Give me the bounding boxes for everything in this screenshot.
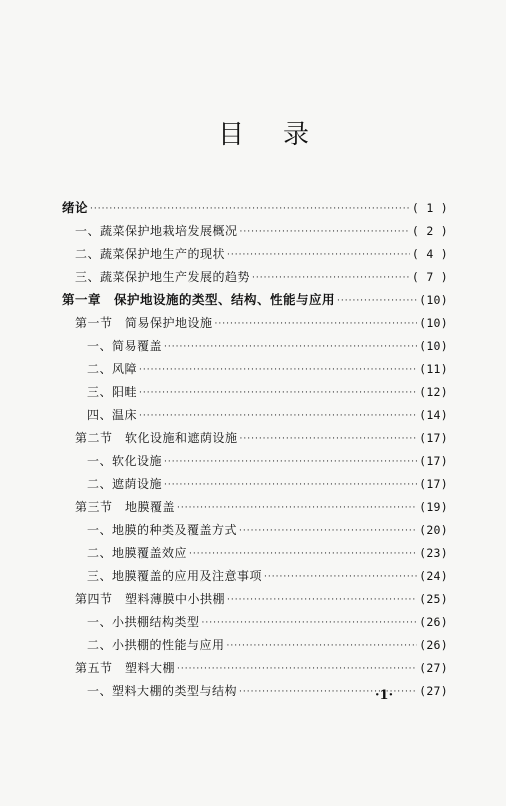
toc-entry[interactable] bbox=[87, 402, 448, 422]
toc-entry-page: (20) bbox=[419, 523, 448, 537]
toc-entry-section[interactable] bbox=[75, 494, 448, 514]
toc-entry-label: 第一节 简易保护地设施 bbox=[75, 316, 213, 330]
leader-dots bbox=[264, 571, 417, 583]
leader-dots bbox=[90, 203, 410, 215]
page-title bbox=[0, 120, 506, 150]
toc-entry-page: (26) bbox=[419, 638, 448, 652]
title-char-2: 录 bbox=[283, 120, 310, 150]
toc-entry-page: ( 7 ) bbox=[411, 270, 448, 284]
toc-entry-label: 二、遮荫设施 bbox=[87, 477, 163, 491]
title-char-1: 目 bbox=[218, 120, 245, 150]
toc-entry-label: 一、地膜的种类及覆盖方式 bbox=[87, 523, 238, 537]
toc-entry-label: 第四节 塑料薄膜中小拱棚 bbox=[75, 592, 226, 606]
toc-entry-label: 一、小拱棚结构类型 bbox=[87, 615, 200, 629]
toc-entry-label: 第三节 地膜覆盖 bbox=[75, 500, 176, 514]
toc-entry[interactable] bbox=[87, 333, 448, 353]
toc-entry-page: (14) bbox=[419, 408, 448, 422]
leader-dots bbox=[164, 341, 417, 353]
leader-dots bbox=[164, 456, 417, 468]
leader-dots bbox=[139, 387, 417, 399]
toc-entry-section[interactable] bbox=[75, 425, 448, 445]
toc-entry-label: 第二节 软化设施和遮荫设施 bbox=[75, 431, 238, 445]
toc-entry-label: 一、简易覆盖 bbox=[87, 339, 163, 353]
leader-dots bbox=[240, 226, 410, 238]
toc-entry-page: (23) bbox=[419, 546, 448, 560]
toc-entry-label: 三、阳畦 bbox=[87, 385, 138, 399]
toc-entry[interactable] bbox=[87, 678, 448, 698]
toc-entry-page: ( 4 ) bbox=[411, 247, 448, 261]
toc-entry-section[interactable] bbox=[75, 655, 448, 675]
leader-dots bbox=[240, 433, 418, 445]
leader-dots bbox=[177, 502, 417, 514]
toc-entry[interactable] bbox=[87, 609, 448, 629]
leader-dots bbox=[164, 479, 417, 491]
toc-entry-page: ( 2 ) bbox=[411, 224, 448, 238]
leader-dots bbox=[252, 272, 410, 284]
toc-entry-label: 二、小拱棚的性能与应用 bbox=[87, 638, 225, 652]
toc-entry[interactable] bbox=[87, 517, 448, 537]
toc-entry-label: 四、温床 bbox=[87, 408, 138, 422]
toc-entry[interactable] bbox=[87, 540, 448, 560]
toc-entry-page: (17) bbox=[419, 431, 448, 445]
toc-entry-label: 一、蔬菜保护地栽培发展概况 bbox=[75, 224, 238, 238]
toc-entry-page: (17) bbox=[419, 454, 448, 468]
leader-dots bbox=[139, 364, 417, 376]
toc-entry-label: 三、地膜覆盖的应用及注意事项 bbox=[87, 569, 263, 583]
toc-entry-intro[interactable] bbox=[62, 195, 448, 215]
leader-dots bbox=[239, 525, 417, 537]
leader-dots bbox=[189, 548, 417, 560]
toc-entry-page: (10) bbox=[419, 316, 448, 330]
leader-dots bbox=[227, 594, 417, 606]
toc-entry-label: 二、风障 bbox=[87, 362, 138, 376]
toc-entry-label: 三、蔬菜保护地生产发展的趋势 bbox=[75, 270, 251, 284]
toc-entry-label: 一、塑料大棚的类型与结构 bbox=[87, 684, 238, 698]
toc-entry-page: (27) bbox=[419, 684, 448, 698]
leader-dots bbox=[337, 295, 417, 307]
page-number: ·1· bbox=[375, 688, 394, 703]
toc-entry-page: (10) bbox=[419, 293, 448, 307]
toc-entry-page: (24) bbox=[419, 569, 448, 583]
toc-entry-page: (27) bbox=[419, 661, 448, 675]
leader-dots bbox=[202, 617, 418, 629]
toc-entry[interactable] bbox=[75, 264, 448, 284]
toc-entry-page: (19) bbox=[419, 500, 448, 514]
toc-entry-label: 第一章 保护地设施的类型、结构、性能与应用 bbox=[62, 292, 336, 307]
toc-entry-page: (26) bbox=[419, 615, 448, 629]
leader-dots bbox=[139, 410, 417, 422]
toc-entry-section[interactable] bbox=[75, 310, 448, 330]
toc-entry-chapter[interactable] bbox=[62, 287, 448, 307]
toc-entry[interactable] bbox=[87, 448, 448, 468]
toc-entry-page: (12) bbox=[419, 385, 448, 399]
toc-entry-label: 绪论 bbox=[62, 200, 89, 215]
toc-entry[interactable] bbox=[87, 379, 448, 399]
toc-entry-label: 二、地膜覆盖效应 bbox=[87, 546, 188, 560]
toc-entry[interactable] bbox=[75, 241, 448, 261]
toc-entry-page: (11) bbox=[419, 362, 448, 376]
toc-entry-page: ( 1 ) bbox=[411, 201, 448, 215]
toc-entry-page: (10) bbox=[419, 339, 448, 353]
toc-entry[interactable] bbox=[87, 563, 448, 583]
toc-entry-page: (25) bbox=[419, 592, 448, 606]
toc-entry[interactable] bbox=[87, 632, 448, 652]
leader-dots bbox=[227, 249, 410, 261]
leader-dots bbox=[215, 318, 418, 330]
toc-entry[interactable] bbox=[87, 356, 448, 376]
toc-entry[interactable] bbox=[75, 218, 448, 238]
toc-entry-page: (17) bbox=[419, 477, 448, 491]
toc-entry-label: 一、软化设施 bbox=[87, 454, 163, 468]
leader-dots bbox=[227, 640, 418, 652]
leader-dots bbox=[177, 663, 417, 675]
toc-entry-label: 二、蔬菜保护地生产的现状 bbox=[75, 247, 226, 261]
toc-entry-label: 第五节 塑料大棚 bbox=[75, 661, 176, 675]
toc-entry-section[interactable] bbox=[75, 586, 448, 606]
toc-entry[interactable] bbox=[87, 471, 448, 491]
